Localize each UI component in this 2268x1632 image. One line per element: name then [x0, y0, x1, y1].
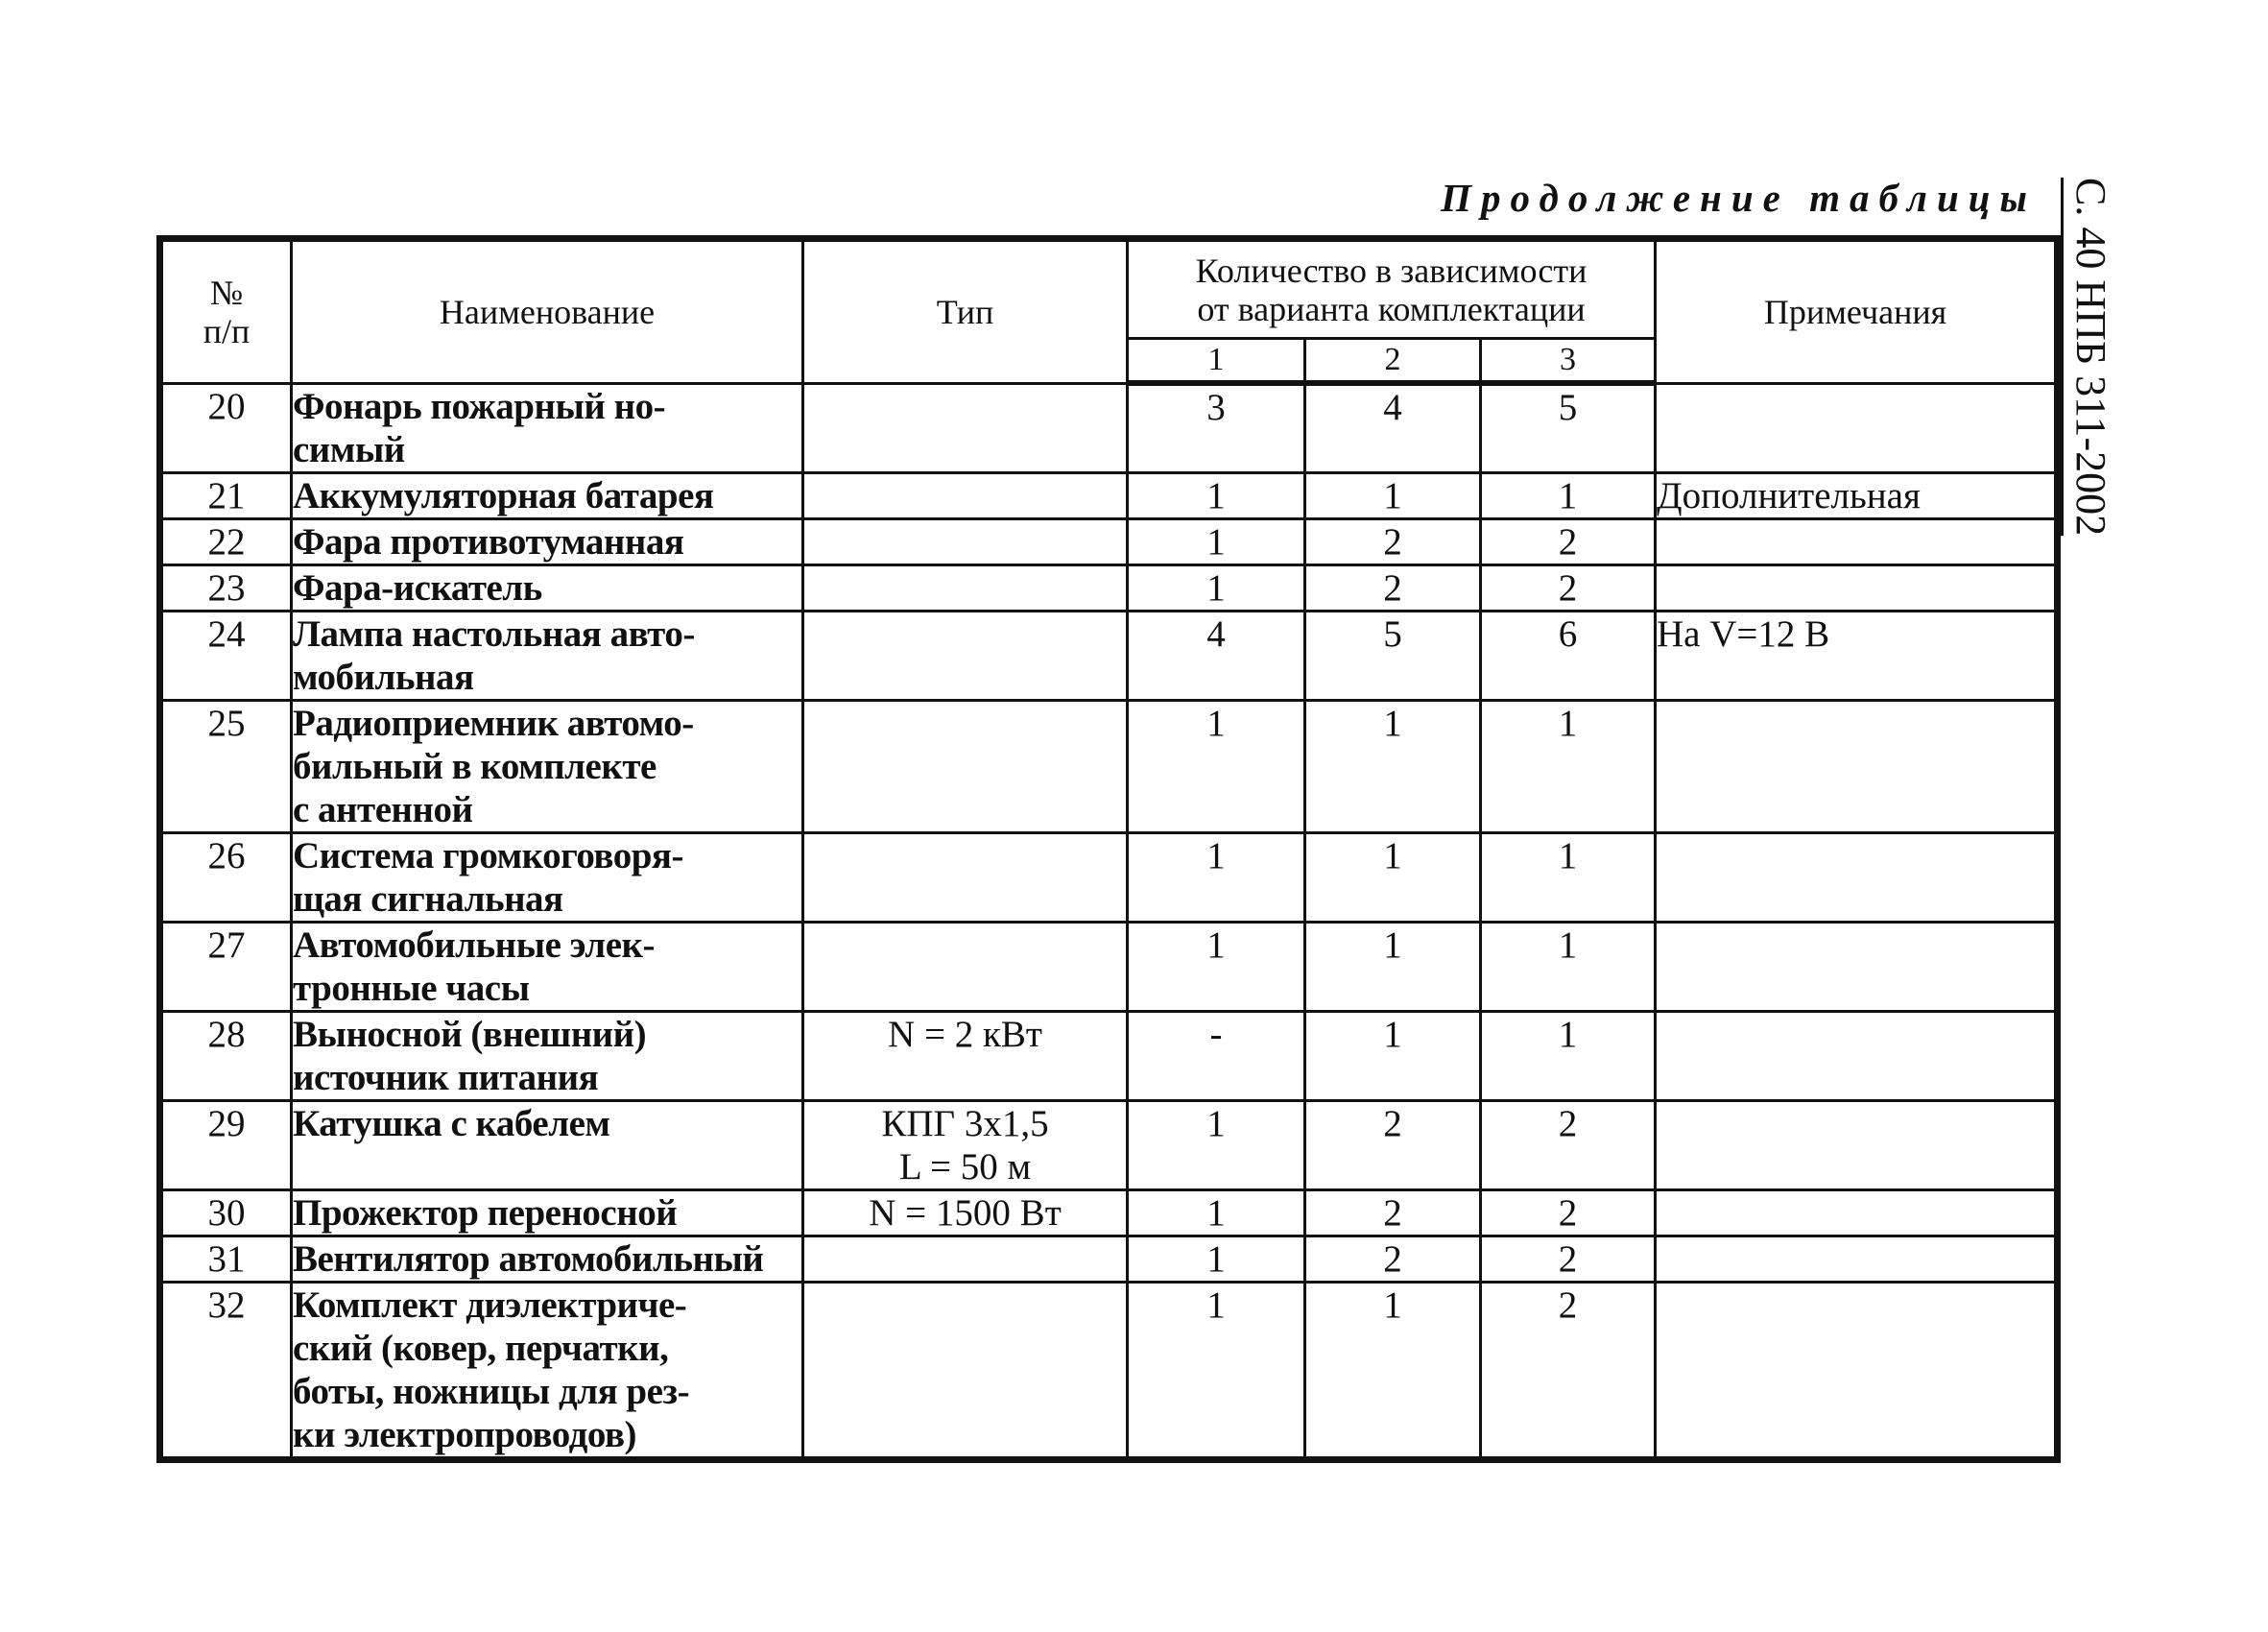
row-number — [160, 1236, 292, 1282]
row-name-text: Лампа настольная авто- мобильная — [293, 612, 695, 698]
row-qty-variant-1-text: 1 — [1206, 1237, 1226, 1280]
row-qty-variant-2-text: 5 — [1383, 612, 1402, 655]
row-name — [292, 472, 803, 518]
table-row — [160, 922, 2058, 1011]
header-type: Тип — [803, 239, 1128, 384]
row-qty-variant-3 — [1481, 472, 1656, 518]
row-qty-variant-1-text: 1 — [1206, 834, 1226, 876]
row-qty-variant-2 — [1305, 832, 1481, 922]
row-qty-variant-3-text: 2 — [1558, 520, 1578, 563]
row-note — [1656, 1011, 2058, 1100]
header-number: № п/п — [160, 239, 292, 384]
row-qty-variant-3 — [1481, 611, 1656, 700]
row-note — [1656, 564, 2058, 611]
row-qty-variant-3 — [1481, 564, 1656, 611]
row-qty-variant-2-text: 1 — [1383, 1013, 1402, 1055]
row-name — [292, 832, 803, 922]
row-number-text: 28 — [207, 1013, 246, 1055]
row-name — [292, 1011, 803, 1100]
row-note — [1656, 472, 2058, 518]
row-qty-variant-3-text: 2 — [1558, 1102, 1578, 1144]
row-qty-variant-2 — [1305, 1100, 1481, 1189]
header-quantity: Количество в зависимости от варианта комплектации — [1128, 239, 1656, 339]
header-variant-3: 3 — [1481, 339, 1656, 384]
row-name-text: Комплект диэлектриче- ский (ковер, перчатки, боты, ножницы для рез- ки электропроводов) — [293, 1284, 690, 1455]
row-qty-variant-2-text: 2 — [1383, 566, 1402, 609]
row-qty-variant-3 — [1481, 700, 1656, 832]
row-name-text: Выносной (внешний) источник питания — [293, 1013, 647, 1098]
row-qty-variant-2-text: 1 — [1383, 702, 1402, 744]
table-row — [160, 832, 2058, 922]
row-qty-variant-2-text: 1 — [1383, 474, 1402, 516]
row-qty-variant-2-text: 1 — [1383, 924, 1402, 966]
row-name — [292, 922, 803, 1011]
table-row — [160, 518, 2058, 564]
row-name-text: Катушка с кабелем — [293, 1102, 610, 1144]
row-qty-variant-2-text: 4 — [1383, 387, 1402, 428]
row-qty-variant-3-text: 2 — [1558, 1237, 1578, 1280]
row-qty-variant-1 — [1128, 922, 1305, 1011]
table-row — [160, 472, 2058, 518]
row-name-text: Фара-искатель — [293, 566, 542, 609]
table-row — [160, 1100, 2058, 1189]
row-number-text: 29 — [207, 1102, 246, 1144]
table-row — [160, 700, 2058, 832]
row-name — [292, 1100, 803, 1189]
row-qty-variant-3 — [1481, 383, 1656, 472]
row-name — [292, 564, 803, 611]
row-type — [803, 472, 1128, 518]
row-qty-variant-1 — [1128, 383, 1305, 472]
row-number-text: 31 — [207, 1237, 246, 1280]
row-type — [803, 832, 1128, 922]
row-name-text: Радиоприемник автомо- бильный в комплекте с антенной — [293, 702, 694, 830]
row-number — [160, 1100, 292, 1189]
row-type — [803, 922, 1128, 1011]
row-qty-variant-3 — [1481, 1189, 1656, 1236]
row-qty-variant-1-text: 1 — [1206, 1284, 1226, 1326]
row-note-text: Дополнительная — [1657, 474, 1921, 516]
row-qty-variant-3-text: 1 — [1558, 474, 1578, 516]
row-number-text: 22 — [207, 520, 246, 563]
row-qty-variant-1-text: 1 — [1206, 566, 1226, 609]
row-type — [803, 1236, 1128, 1282]
row-number — [160, 564, 292, 611]
row-qty-variant-1 — [1128, 1100, 1305, 1189]
table-row — [160, 1282, 2058, 1459]
row-qty-variant-3-text: 1 — [1558, 1013, 1578, 1055]
row-number — [160, 383, 292, 472]
row-number-text: 32 — [207, 1284, 246, 1326]
row-name — [292, 518, 803, 564]
row-name-text: Автомобильные элек- тронные часы — [293, 924, 655, 1009]
row-note — [1656, 1100, 2058, 1189]
row-qty-variant-3-text: 2 — [1558, 1284, 1578, 1326]
row-name-text: Прожектор переносной — [293, 1191, 678, 1234]
row-number — [160, 472, 292, 518]
row-qty-variant-1-text: 1 — [1206, 702, 1226, 744]
equipment-table — [156, 235, 2061, 1463]
row-number-text: 26 — [207, 834, 246, 876]
row-qty-variant-1-text: 1 — [1206, 1191, 1226, 1234]
row-qty-variant-3 — [1481, 1100, 1656, 1189]
row-note — [1656, 518, 2058, 564]
row-note — [1656, 832, 2058, 922]
row-qty-variant-2 — [1305, 1282, 1481, 1459]
row-qty-variant-2-text: 1 — [1383, 834, 1402, 876]
table-row — [160, 1011, 2058, 1100]
row-qty-variant-2 — [1305, 1011, 1481, 1100]
header-variant-2: 2 — [1305, 339, 1481, 384]
row-name — [292, 700, 803, 832]
row-qty-variant-1 — [1128, 564, 1305, 611]
row-qty-variant-1 — [1128, 472, 1305, 518]
row-qty-variant-1-text: - — [1209, 1013, 1223, 1055]
row-qty-variant-2 — [1305, 383, 1481, 472]
row-note — [1656, 1189, 2058, 1236]
row-qty-variant-3-text: 1 — [1558, 834, 1578, 876]
row-qty-variant-3-text: 1 — [1558, 702, 1578, 744]
header-variant-1: 1 — [1128, 339, 1305, 384]
table-continuation-caption: Продолжение таблицы — [1441, 176, 2037, 220]
row-qty-variant-3 — [1481, 922, 1656, 1011]
row-type — [803, 1282, 1128, 1459]
row-name-text: Вентилятор автомобильный — [293, 1237, 764, 1280]
row-qty-variant-1-text: 4 — [1206, 612, 1226, 655]
row-name — [292, 1236, 803, 1282]
row-qty-variant-1 — [1128, 1011, 1305, 1100]
row-type-text: КПГ 3х1,5 L = 50 м — [881, 1102, 1049, 1188]
row-qty-variant-2 — [1305, 1236, 1481, 1282]
header-name: Наименование — [292, 239, 803, 384]
row-type-text: N = 2 кВт — [888, 1013, 1042, 1055]
row-type — [803, 383, 1128, 472]
row-qty-variant-2 — [1305, 922, 1481, 1011]
row-qty-variant-3-text: 1 — [1558, 924, 1578, 966]
row-name — [292, 1282, 803, 1459]
row-number-text: 21 — [207, 474, 246, 516]
row-qty-variant-1-text: 3 — [1206, 387, 1226, 428]
row-qty-variant-1 — [1128, 700, 1305, 832]
row-qty-variant-1 — [1128, 1189, 1305, 1236]
row-qty-variant-1-text: 1 — [1206, 520, 1226, 563]
row-qty-variant-3-text: 2 — [1558, 566, 1578, 609]
row-qty-variant-3 — [1481, 1011, 1656, 1100]
row-number — [160, 1282, 292, 1459]
row-name — [292, 383, 803, 472]
table-row — [160, 564, 2058, 611]
row-name-text: Аккумуляторная батарея — [293, 474, 714, 516]
row-number-text: 20 — [207, 385, 246, 427]
row-qty-variant-1 — [1128, 832, 1305, 922]
table-row — [160, 1189, 2058, 1236]
row-note — [1656, 1282, 2058, 1459]
row-note — [1656, 700, 2058, 832]
row-qty-variant-3-text: 5 — [1558, 387, 1578, 428]
row-qty-variant-2-text: 1 — [1383, 1284, 1402, 1326]
row-type — [803, 564, 1128, 611]
row-qty-variant-1 — [1128, 1282, 1305, 1459]
row-type — [803, 1189, 1128, 1236]
row-number-text: 27 — [207, 924, 246, 966]
row-name-text: Фара противотуманная — [293, 520, 684, 563]
row-qty-variant-3 — [1481, 832, 1656, 922]
table-row — [160, 383, 2058, 472]
row-qty-variant-1 — [1128, 1236, 1305, 1282]
row-note-text: На V=12 В — [1657, 612, 1830, 655]
row-qty-variant-2 — [1305, 518, 1481, 564]
row-name-text: Фонарь пожарный но- симый — [293, 385, 666, 470]
row-number — [160, 518, 292, 564]
row-type — [803, 700, 1128, 832]
row-qty-variant-2 — [1305, 1189, 1481, 1236]
table-body — [160, 383, 2058, 1459]
row-qty-variant-3 — [1481, 1236, 1656, 1282]
row-qty-variant-2-text: 2 — [1383, 1237, 1402, 1280]
row-qty-variant-2-text: 2 — [1383, 1102, 1402, 1144]
row-note — [1656, 1236, 2058, 1282]
row-qty-variant-2 — [1305, 611, 1481, 700]
row-note — [1656, 611, 2058, 700]
row-qty-variant-3 — [1481, 518, 1656, 564]
row-qty-variant-2 — [1305, 564, 1481, 611]
table-row — [160, 611, 2058, 700]
row-note — [1656, 922, 2058, 1011]
row-type — [803, 611, 1128, 700]
page-running-head: С. 40 НПБ 311-2002 — [2067, 178, 2114, 537]
row-name-text: Система громкоговоря- щая сигнальная — [293, 834, 683, 920]
row-number — [160, 1011, 292, 1100]
row-qty-variant-2-text: 2 — [1383, 520, 1402, 563]
table-row — [160, 1236, 2058, 1282]
row-qty-variant-1-text: 1 — [1206, 924, 1226, 966]
row-type-text: N = 1500 Вт — [869, 1191, 1062, 1234]
row-note — [1656, 383, 2058, 472]
row-number — [160, 611, 292, 700]
row-qty-variant-2-text: 2 — [1383, 1191, 1402, 1234]
row-type — [803, 518, 1128, 564]
row-number — [160, 922, 292, 1011]
row-type — [803, 1011, 1128, 1100]
row-qty-variant-1-text: 1 — [1206, 1102, 1226, 1144]
row-qty-variant-3 — [1481, 1282, 1656, 1459]
row-number — [160, 700, 292, 832]
row-name — [292, 1189, 803, 1236]
row-qty-variant-3-text: 6 — [1558, 612, 1578, 655]
row-number-text: 30 — [207, 1191, 246, 1234]
row-qty-variant-2 — [1305, 472, 1481, 518]
row-qty-variant-1-text: 1 — [1206, 474, 1226, 516]
row-number — [160, 832, 292, 922]
row-name — [292, 611, 803, 700]
row-number — [160, 1189, 292, 1236]
row-qty-variant-1 — [1128, 518, 1305, 564]
row-number-text: 24 — [207, 612, 246, 655]
row-number-text: 23 — [207, 566, 246, 609]
row-qty-variant-3-text: 2 — [1558, 1191, 1578, 1234]
row-qty-variant-2 — [1305, 700, 1481, 832]
row-type — [803, 1100, 1128, 1189]
row-qty-variant-1 — [1128, 611, 1305, 700]
header-notes: Примечания — [1656, 239, 2058, 384]
row-number-text: 25 — [207, 702, 246, 744]
